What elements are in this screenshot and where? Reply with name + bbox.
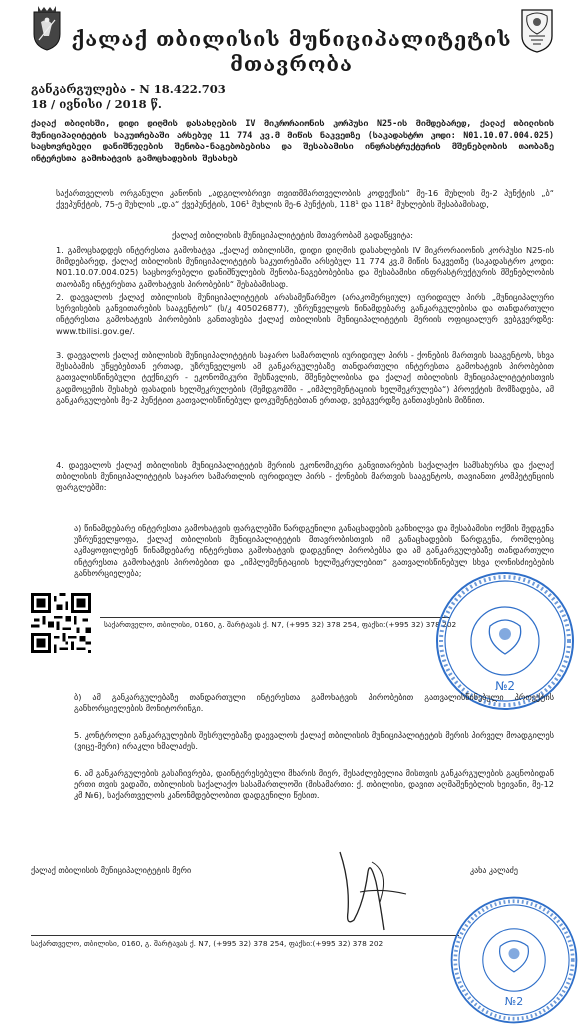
preamble: საქართველოს ორგანული კანონის „ადგილობრივი თვითმმართველობის კოდექსის“ მე-16 მუხლის მე-2 პუნქტის „ბ“ ქვეპუნქტის, 75-ე მუხლის „დ.ა“ ქვეპუნქტის, 106¹ მუხლის მე-6 პუნქტის, 118¹ და 118² მუხლების შესაბამისად,	[56, 188, 554, 210]
item-4b: ბ) ამ განკარგულებაზე თანდართული ინტერესთა გამოხატვის პირობებით გათვალისწინებული პროექტის განხორციელების მონიტორინგი.	[74, 692, 554, 714]
footer-rule-1	[100, 617, 450, 618]
handwritten-signature-icon	[320, 842, 430, 932]
stamp-number: №2	[494, 679, 516, 693]
item-2: 2. დაევალოს ქალაქ თბილისის მუნიციპალიტეტის არასამეწარმეო (არაკომერციულ) იურიდიულ პირს „მუნიციპალური სერვისების განვითარების სააგენტოს“ (ს/კ 405026877), უზრუნველყოს წინამდებარე განკარგულებისა და თანდართული ინტერესთა გამოხატვის პირობების განთავსება ქალაქ თბილისის მუნიციპალიტეტის მერიის ოფიციალურ ვებგვერდზე: www.tbilisi.gov.ge/.	[56, 292, 554, 336]
header-title-line2: მთავრობა	[230, 52, 353, 76]
resolution-line: ქალაქ თბილისის მუნიციპალიტეტის მთავრობამ გადაწყვიტა:	[171, 230, 414, 240]
header-title-line1: ქალაქ თბილისის მუნიციპალიტეტის	[71, 27, 512, 51]
item-6: 6. ამ განკარგულების გასაჩივრება, დაინტერესებული მხარის მიერ, შესაძლებელია მისთვის განკარგულების გაცნობიდან ერთი თვის ვადაში, თბილისის საქალაქო სასამართლოში (მისამართი: ქ. თბილისი, დავით აღმაშენებლის ხეივანი, მე-12 კმ №6), საქართველოს კანონმდებლობით დადგენილი წესით.	[74, 768, 554, 801]
item-4a: ა) წინამდებარე ინტერესთა გამოხატვის ფარგლებში წარდგენილი განაცხადების განხილვა და შესაბამისი ოქმის შედგენა უზრუნველყოფა, ქალაქ თბილისის მუნიციპალიტეტის მთავრობისთვის იმ განაცხადების წარდგენა, რომლებიც აკმაყოფილებენ წინამდებარე ინტერესთა გამოხატვის დადგენილ პირობებსა და ამ განკარგულებაზე თანდართული ინტერესთა გამოხატვის პირობებით და „იმპლემენტაციის ხელშეკრულებით“ გათვალისწინებულ სხვა ღონისძიებების განხორციელება;	[74, 523, 554, 578]
item-5: 5. კონტროლი განკარგულების შესრულებაზე დაევალოს ქალაქ თბილისის მუნიციპალიტეტის მერის პირველ მოადგილეს (ვიცე-მერი) ირაკლი ხმალაძეს.	[74, 730, 554, 752]
item-3: 3. დაევალოს ქალაქ თბილისის მუნიციპალიტეტის საჯარო სამართლის იურიდიულ პირს - ქონების მართვის სააგენტოს, სხვა შესაბამის უწყებებთან ერთად, უზრუნველყოს ამ განკარგულებაზე თანდართული ინტერესთა გამოხატვის პირობებით გათვალისწინებული ტექნიკურ - ეკონომიკური შესწავლის, მშენებლობისა და ქალაქ თბილისის მუნიციპალიტეტისთვის გადმოცემის შესახებ ფასადის ხელშეკრულების (შემდგომში - „იმპლემენტაციის ხელშეკრულება“) პროექტის მომზადება, ამ განკარგულების მე-2 პუნქტით გათვალისწინებულ დოკუმენტებთან ერთად, ვებგვერდზე განთავსების მიზნით.	[56, 350, 554, 405]
qr-code-icon	[31, 593, 91, 653]
decree-number: განკარგულება - N 18.422.703	[31, 82, 226, 96]
signatory-title: ქალაქ თბილისის მუნიციპალიტეტის მერი	[31, 866, 192, 875]
footer-address-1	[104, 620, 456, 629]
stamp-number-2: №2	[504, 994, 524, 1008]
footer-fax-text: ფაქსი:(+995 32) 378 202	[361, 620, 457, 629]
tbilisi-city-emblem-icon	[519, 6, 555, 54]
footer-address-text: საქართველო, თბილისი, 0160, გ. შარტავას ქ. N7, (+995 32) 378 254,	[104, 620, 360, 629]
footer-address-text-2: საქართველო, თბილისი, 0160, გ. შარტავას ქ. N7, (+995 32) 378 254,	[31, 939, 287, 948]
official-seal-stamp-icon-2	[447, 893, 581, 1027]
footer-address-2	[31, 939, 383, 948]
item-4: 4. დაევალოს ქალაქ თბილისის მუნიციპალიტეტის მერიის ეკონომიკური განვითარების საქალაქო სამსახურსა და ქალაქ თბილისის მუნიციპალიტეტის საჯარო სამართლის იურიდიულ პირს - ქონების მართვის სააგენტოს, თავიანთი კომპეტენციის ფარგლებში:	[56, 460, 554, 493]
footer-rule-2	[31, 935, 459, 936]
item-1: 1. გამოცხადდეს ინტერესთა გამოხატვა „ქალაქ თბილისში, დიდი დიღმის დასახლების IV მიკრორაიონის კორპუსი N25-ის მიმდებარედ, ქალაქ თბილისის მუნიციპალიტეტის საკუთრებაში არსებულ 11 774 კვ.მ მიწის ნაკვეთზე (საკადასტრო კოდი: N01.10.07.004.025) საცხოვრებელი დანიშნულების შენობა-ნაგებობებისა და შესაბამისი ინფრასტრუქტურის მშენებლობის თაობაზე ინტერესთა გამოხატვის პირობების“ შესაბამისად.	[56, 245, 554, 289]
decree-subject: ქალაქ თბილისში, დიდი დიღმის დასახლების IV მიკრორაიონის კორპუსი N25-ის მიმდებარედ, ქალაქ თბილისის მუნიციპალიტეტის საკუთრებაში არსებულ 11 774 კვ.მ მიწის ნაკვეთზე (საკადასტრო კოდი: N01.10.07.004.025) საცხოვრებელი დანიშნულების შენობა-ნაგებობებისა და შესაბამისი ინფრასტრუქტურის მშენებლობის თაობაზე ინტერესთა გამოხატვის გამოცხადების შესახებ	[31, 118, 554, 163]
signatory-name: კახა კალაძე	[470, 866, 518, 875]
decree-date: 18 / ივნისი / 2018 წ.	[31, 97, 162, 111]
footer-fax-text-2: ფაქსი:(+995 32) 378 202	[288, 939, 384, 948]
